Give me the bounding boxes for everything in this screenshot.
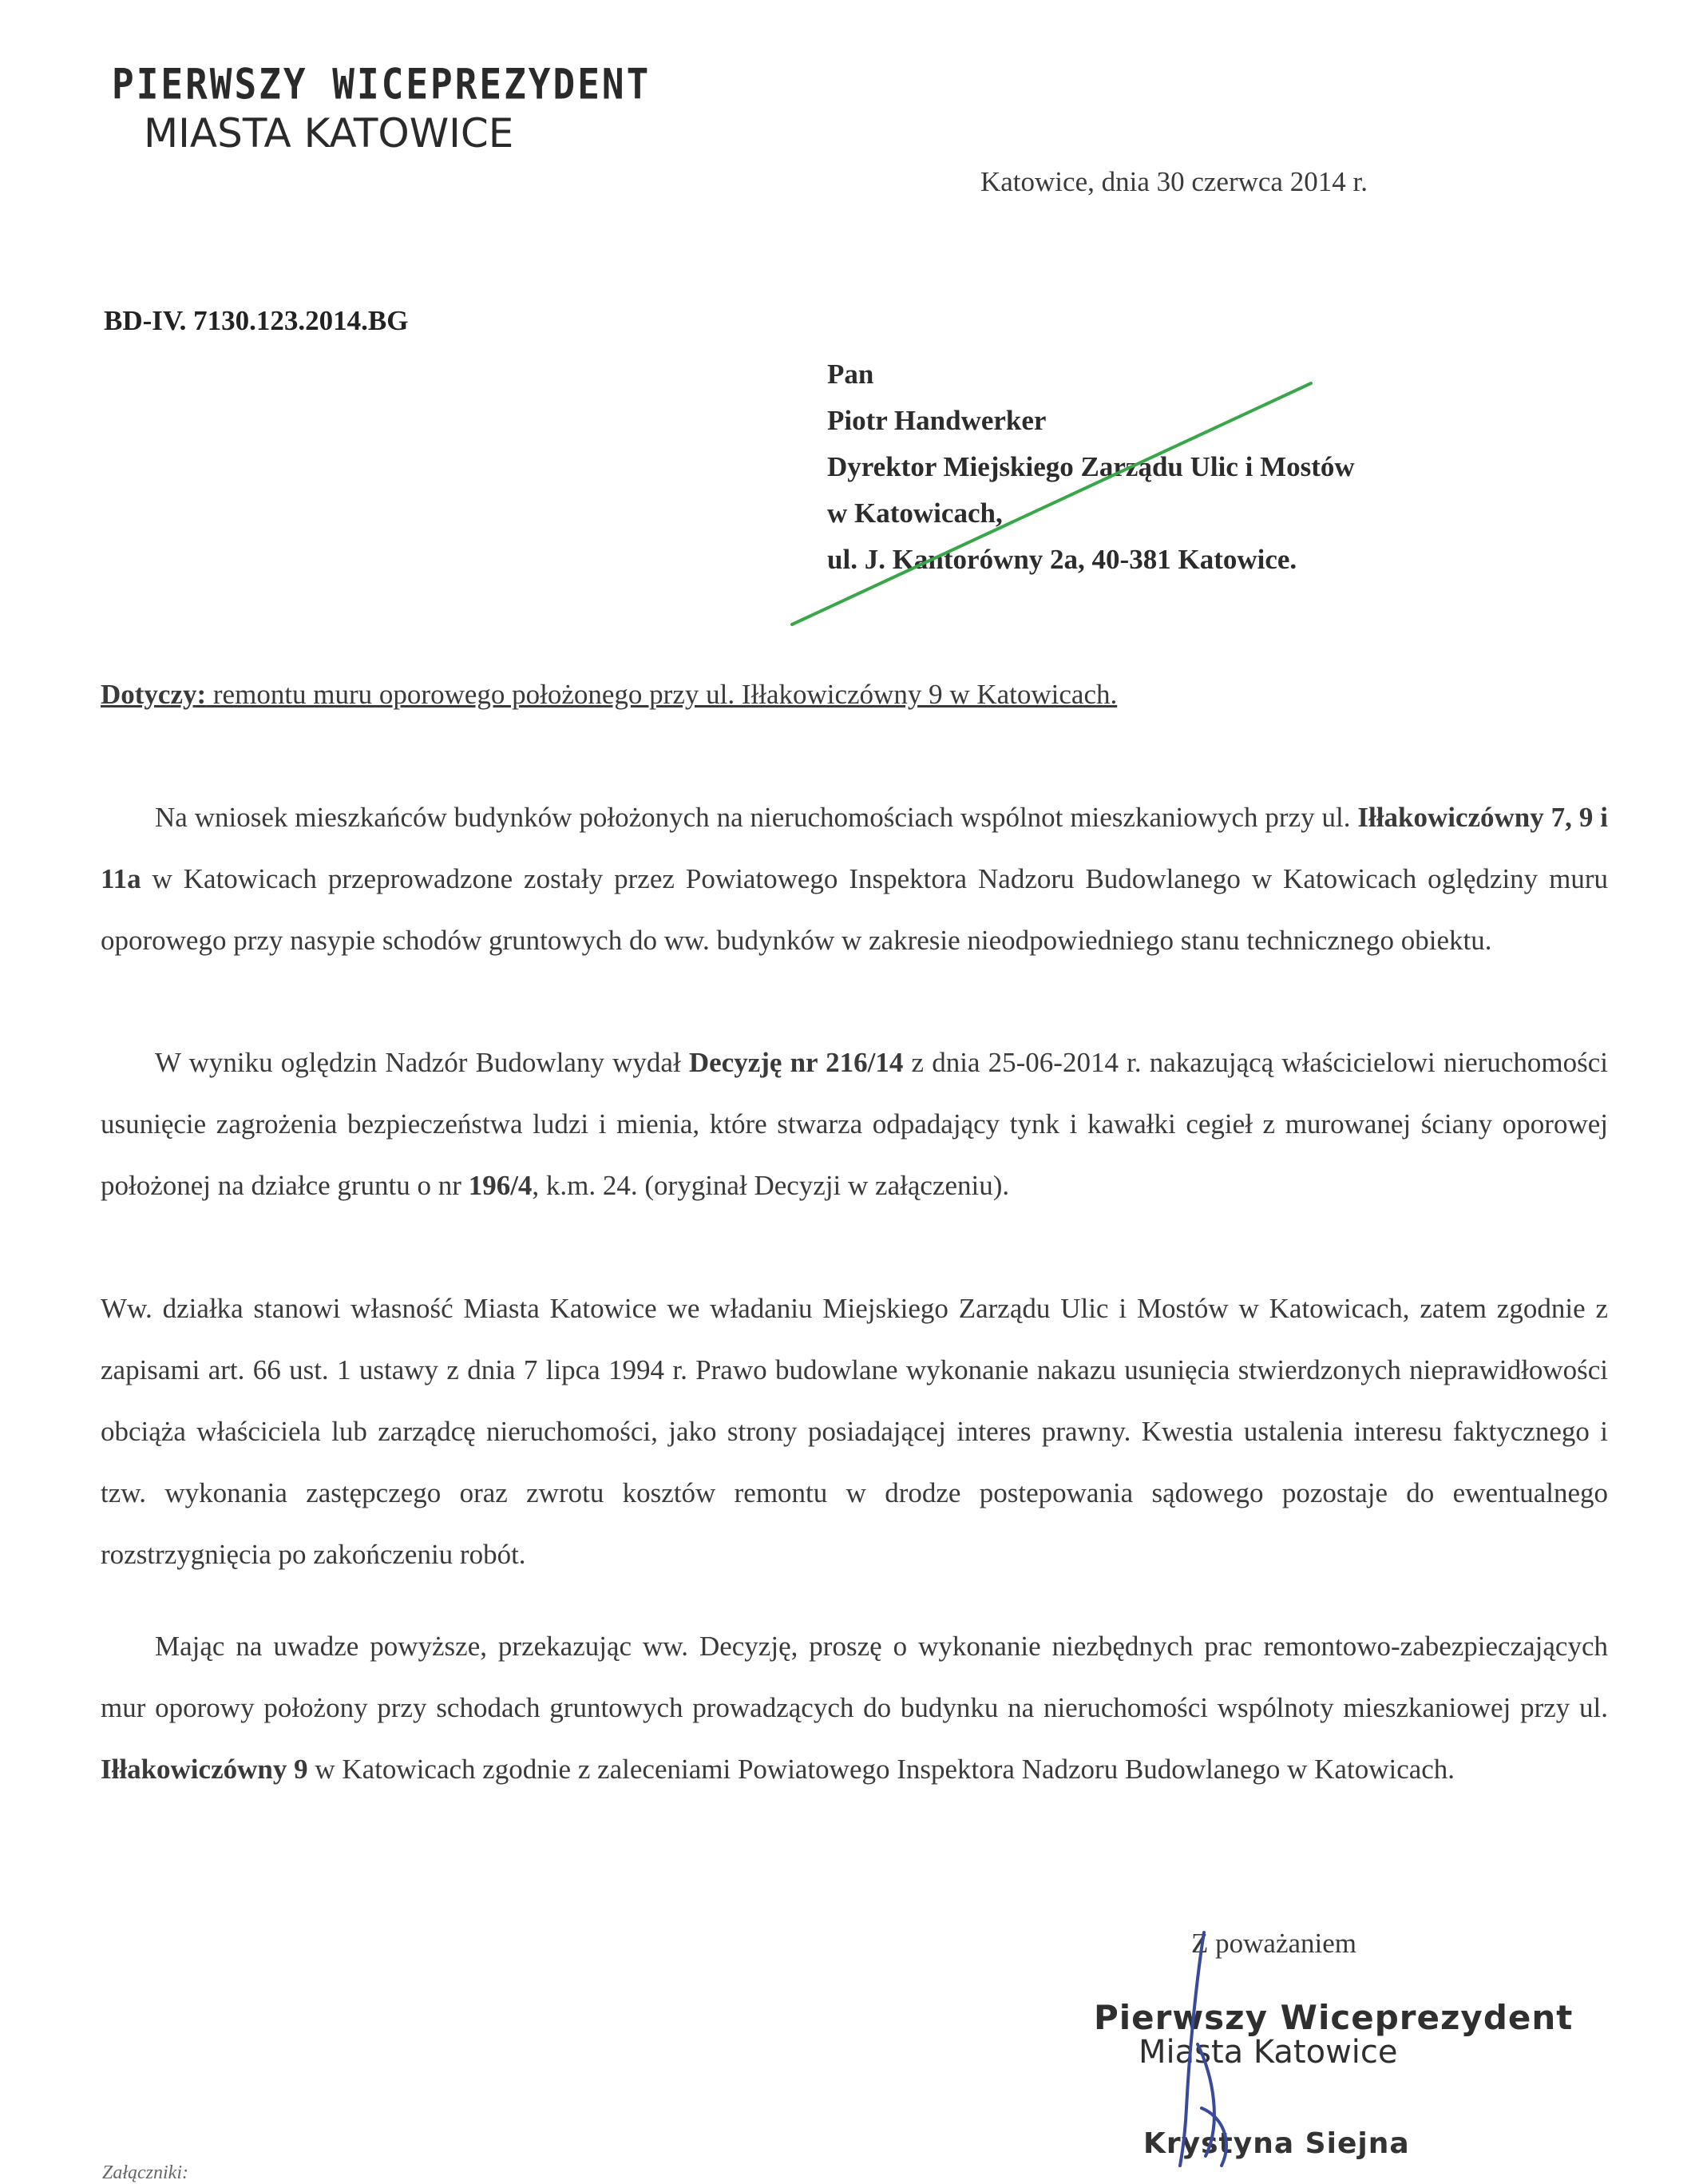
- recipient-salutation: Pan: [827, 359, 874, 390]
- p2-decision: Decyzję nr 216/14: [688, 1047, 904, 1078]
- recipient-city: w Katowicach,: [827, 497, 1003, 529]
- recipient-street: ul. J. Kantorówny 2a, 40-381 Katowice.: [827, 544, 1297, 575]
- subject-text: remontu muru oporowego położonego przy ul. Iłłakowiczówny 9 w Katowicach.: [206, 679, 1118, 710]
- p2-text-a: W wyniku oględzin Nadzór Budowlany wydał: [155, 1047, 689, 1078]
- p2-plot-number: 196/4: [468, 1170, 533, 1201]
- signature-stamp-line1: Pierwszy Wiceprezydent: [1094, 1998, 1574, 2037]
- p2-text-c: , k.m. 24. (oryginał Decyzji w załączeniu).: [532, 1170, 1010, 1201]
- header-stamp-line1: PIERWSZY WICEPREZYDENT: [112, 58, 651, 109]
- p1-bold: Iłłakowiczówny 7, 9 i 11a: [101, 802, 1608, 894]
- recipient-position: Dyrektor Miejskiego Zarządu Ulic i Mostów: [827, 451, 1355, 482]
- signatory-name: Krystyna Siejna: [1143, 2127, 1410, 2160]
- place-date: Katowice, dnia 30 czerwca 2014 r.: [980, 166, 1368, 197]
- recipient-name: Piotr Handwerker: [827, 405, 1047, 436]
- header-stamp-line2: MIASTA KATOWICE: [144, 110, 514, 157]
- p4-text-a: Mając na uwadze powyższe, przekazując ww. Decyzję, proszę o wykonanie niezbędnych prac remontowo-zabezpieczających mur oporowy położony przy schodach gruntowych prowadzących do budynku na nieruchomości wspólnoty mieszkaniowej przy ul.: [101, 1631, 1608, 1723]
- subject-label: Dotyczy:: [101, 679, 207, 710]
- signature-stamp-line2: Miasta Katowice: [1139, 2034, 1398, 2071]
- p4-bold: Iłłakowiczówny 9: [101, 1754, 308, 1785]
- handwritten-signature: [1180, 1932, 1226, 2166]
- reference-number: BD-IV. 7130.123.2014.BG: [104, 305, 409, 336]
- p1-text-a: Na wniosek mieszkańców budynków położonych na nieruchomościach wspólnot mieszkaniowych przy ul.: [155, 802, 1358, 833]
- p2-text-b: z dnia 25-06-2014 r. nakazującą właścicielowi nieruchomości usunięcie zagrożenia bezpieczeństwa ludzi i mienia, które stwarza odpadający tynk i kawałki cegieł z murowanej ściany oporowej położonej na działce gruntu o nr: [101, 1047, 1608, 1201]
- closing-phrase: Z poważaniem: [1191, 1928, 1356, 1959]
- attachments-label: Załączniki:: [102, 2162, 188, 2183]
- green-strike-line: [792, 383, 1311, 624]
- p3-text: Ww. działka stanowi własność Miasta Katowice we władaniu Miejskiego Zarządu Ulic i Mostów w Katowicach, zatem zgodnie z zapisami art. 66 ust. 1 ustawy z dnia 7 lipca 1994 r. Prawo budowlane wykonanie nakazu usunięcia stwierdzonych nieprawidłowości obciąża właściciela lub zarządcę nieruchomości, jako strony posiadającej interes prawny. Kwestia ustalenia interesu faktycznego i tzw. wykonania zastępczego oraz zwrotu kosztów remontu w drodze postepowania sądowego pozostaje do ewentualnego rozstrzygnięcia po zakończeniu robót.: [101, 1293, 1608, 1570]
- p1-text-b: w Katowicach przeprowadzone zostały przez Powiatowego Inspektora Nadzoru Budowlanego w Katowicach oględziny muru oporowego przy nasypie schodów gruntowych do ww. budynków w zakresie nieodpowiedniego stanu technicznego obiektu.: [101, 863, 1608, 956]
- p4-text-b: w Katowicach zgodnie z zaleceniami Powiatowego Inspektora Nadzoru Budowlanego w Katowicach.: [307, 1754, 1455, 1785]
